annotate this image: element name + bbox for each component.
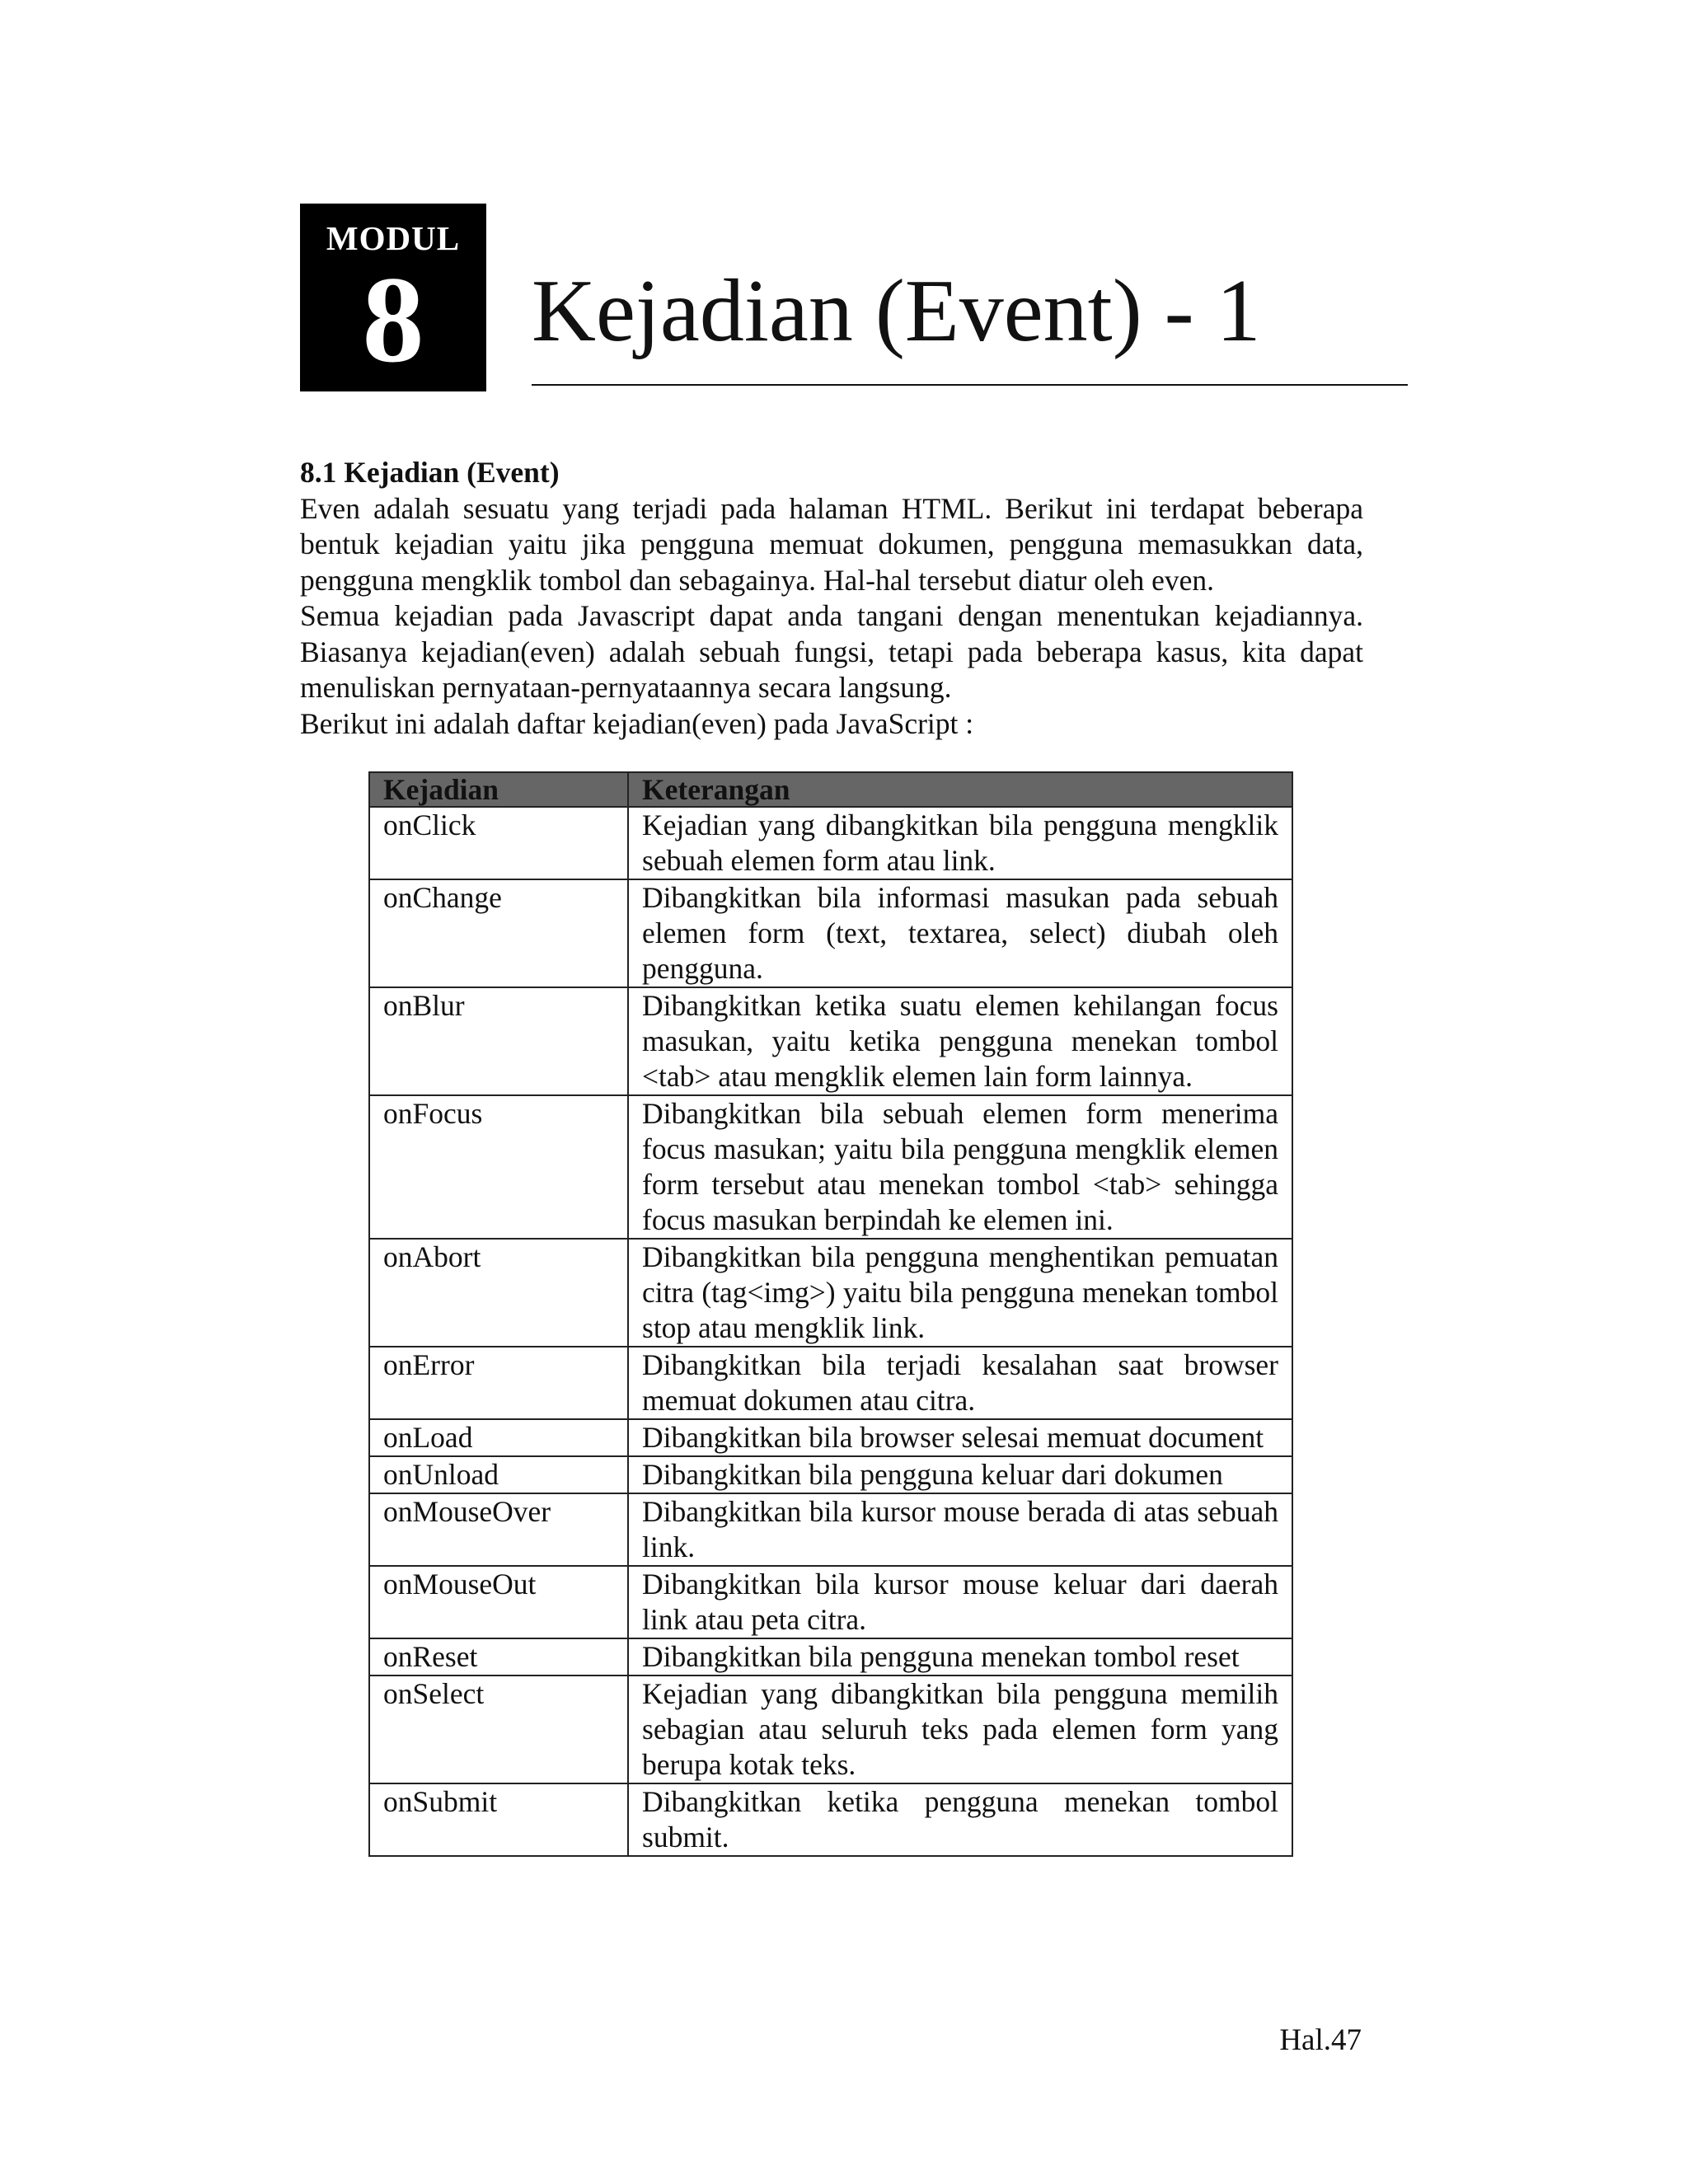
event-name: onAbort xyxy=(369,1239,628,1347)
table-row xyxy=(369,807,1292,879)
title-divider xyxy=(532,384,1408,386)
module-badge xyxy=(300,204,486,391)
event-description: Dibangkitkan bila kursor mouse berada di atas sebuah link. xyxy=(628,1493,1292,1566)
table-row xyxy=(369,1239,1292,1347)
events-table xyxy=(368,771,1293,1857)
table-header-row xyxy=(369,772,1292,807)
event-description: Kejadian yang dibangkitkan bila pengguna mengklik sebuah elemen form atau link. xyxy=(628,807,1292,879)
table-row xyxy=(369,1675,1292,1783)
column-header-description: Keterangan xyxy=(628,772,1292,807)
event-name: onError xyxy=(369,1347,628,1419)
table-row xyxy=(369,879,1292,987)
event-name: onSelect xyxy=(369,1675,628,1783)
event-name: onLoad xyxy=(369,1419,628,1456)
table-row xyxy=(369,1493,1292,1566)
event-description: Kejadian yang dibangkitkan bila pengguna memilih sebagian atau seluruh teks pada elemen form yang berupa kotak teks. xyxy=(628,1675,1292,1783)
event-description: Dibangkitkan bila pengguna menghentikan pemuatan citra (tag<img>) yaitu bila pengguna menekan tombol stop atau mengklik link. xyxy=(628,1239,1292,1347)
page-number: Hal.47 xyxy=(1279,2023,1362,2057)
event-name: onBlur xyxy=(369,987,628,1095)
section-body xyxy=(300,455,1363,742)
event-name: onFocus xyxy=(369,1095,628,1239)
event-name: onUnload xyxy=(369,1456,628,1493)
event-description: Dibangkitkan bila kursor mouse keluar dari daerah link atau peta citra. xyxy=(628,1566,1292,1638)
section-heading: 8.1 Kejadian (Event) xyxy=(300,456,560,489)
event-name: onMouseOver xyxy=(369,1493,628,1566)
chapter-title: Kejadian (Event) - 1 xyxy=(532,262,1261,360)
event-name: onClick xyxy=(369,807,628,879)
module-label: MODUL xyxy=(326,219,461,257)
event-name: onReset xyxy=(369,1638,628,1675)
event-description: Dibangkitkan bila sebuah elemen form menerima focus masukan; yaitu bila pengguna mengklik elemen form tersebut atau menekan tombol <tab> sehingga focus masukan berpindah ke elemen ini. xyxy=(628,1095,1292,1239)
event-description: Dibangkitkan bila pengguna menekan tombol reset xyxy=(628,1638,1292,1675)
table-row xyxy=(369,1419,1292,1456)
table-row xyxy=(369,1566,1292,1638)
event-description: Dibangkitkan bila pengguna keluar dari dokumen xyxy=(628,1456,1292,1493)
event-name: onMouseOut xyxy=(369,1566,628,1638)
event-description: Dibangkitkan ketika suatu elemen kehilangan focus masukan, yaitu ketika pengguna menekan tombol <tab> atau mengklik elemen lain form lainnya. xyxy=(628,987,1292,1095)
table-row xyxy=(369,1638,1292,1675)
table-row xyxy=(369,1095,1292,1239)
event-name: onChange xyxy=(369,879,628,987)
module-number: 8 xyxy=(362,251,424,388)
table-row xyxy=(369,1456,1292,1493)
paragraph: Semua kejadian pada Javascript dapat anda tangani dengan menentukan kejadiannya. Biasanya kejadian(even) adalah sebuah fungsi, tetapi pada beberapa kasus, kita dapat menuliskan pernyataan-pernyataannya secara langsung. xyxy=(300,599,1363,704)
table-row xyxy=(369,1783,1292,1856)
event-description: Dibangkitkan bila terjadi kesalahan saat browser memuat dokumen atau citra. xyxy=(628,1347,1292,1419)
event-name: onSubmit xyxy=(369,1783,628,1856)
event-description: Dibangkitkan bila informasi masukan pada sebuah elemen form (text, textarea, select) diubah oleh pengguna. xyxy=(628,879,1292,987)
table-row xyxy=(369,1347,1292,1419)
event-description: Dibangkitkan ketika pengguna menekan tombol submit. xyxy=(628,1783,1292,1856)
paragraph: Berikut ini adalah daftar kejadian(even) pada JavaScript : xyxy=(300,706,974,740)
paragraph: Even adalah sesuatu yang terjadi pada halaman HTML. Berikut ini terdapat beberapa bentuk kejadian yaitu jika pengguna memuat dokumen, pengguna memasukkan data, pengguna mengklik tombol dan sebagainya. Hal-hal tersebut diatur oleh even. xyxy=(300,491,1363,597)
column-header-event: Kejadian xyxy=(369,772,628,807)
event-description: Dibangkitkan bila browser selesai memuat document xyxy=(628,1419,1292,1456)
table-row xyxy=(369,987,1292,1095)
